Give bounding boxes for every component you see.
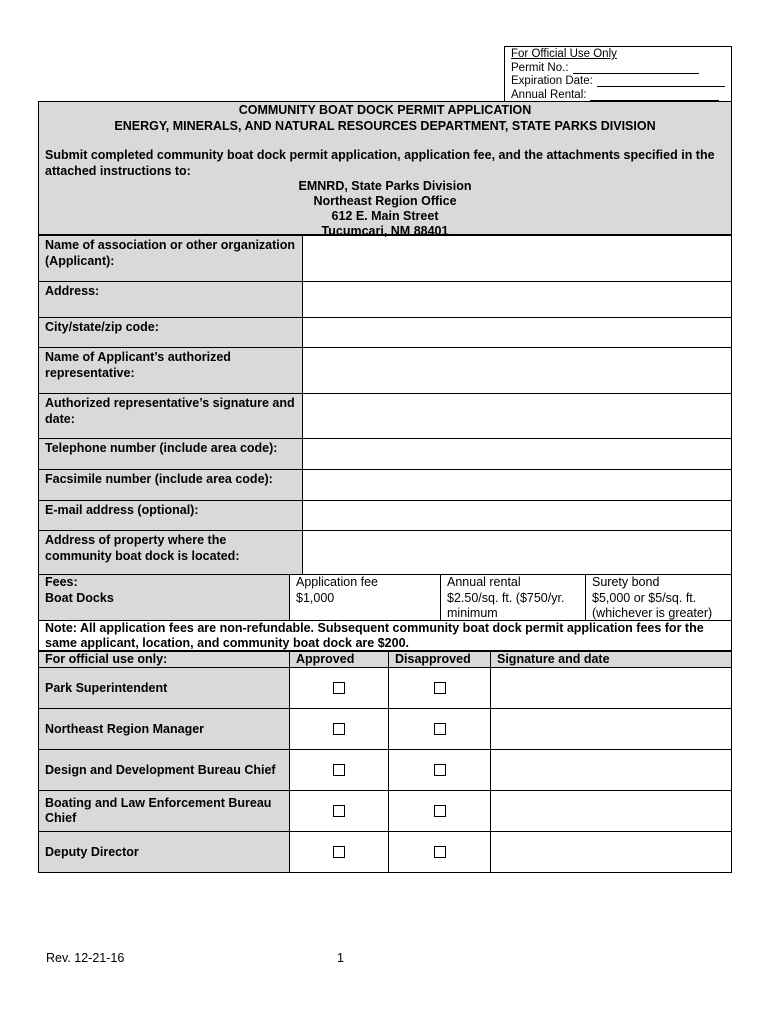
official-use-table — [38, 651, 732, 873]
application-fee-label: Application fee — [296, 575, 379, 589]
approved-header: Approved — [290, 652, 389, 668]
signature-header: Signature and date — [491, 652, 732, 668]
representative-name-input[interactable] — [303, 348, 732, 394]
annual-rental-cell — [441, 575, 586, 620]
mailing-address-line: Northeast Region Office — [313, 194, 457, 208]
approved-cell — [290, 750, 389, 791]
field-label: Authorized representative’s signature and date: — [39, 394, 303, 439]
annual-rental-label: Annual Rental: — [511, 88, 587, 101]
expiration-date-label: Expiration Date: — [511, 75, 593, 87]
role-park-superintendent: Park Superintendent — [39, 668, 290, 709]
signature-date-field[interactable] — [491, 832, 732, 873]
disapproved-checkbox[interactable] — [434, 764, 446, 776]
official-use-header: For official use only: — [39, 652, 290, 668]
approved-cell — [290, 668, 389, 709]
application-fee-value: $1,000 — [296, 590, 335, 605]
disapproved-cell — [389, 668, 491, 709]
mailing-address-line: EMNRD, State Parks Division — [298, 179, 472, 193]
applicant-name-input[interactable] — [303, 236, 732, 282]
disapproved-checkbox[interactable] — [434, 805, 446, 817]
expiration-date-field[interactable] — [597, 75, 725, 87]
form-header — [38, 101, 732, 238]
fees-section — [38, 574, 732, 621]
boat-docks-label: Boat Docks — [45, 590, 114, 605]
approved-cell — [290, 709, 389, 750]
field-label: Name of Applicant’s authorized representative: — [39, 348, 303, 394]
annual-rental-fee-label: Annual rental — [447, 575, 521, 589]
revision-date: Rev. 12-21-16 — [46, 951, 125, 965]
field-label: Telephone number (include area code): — [39, 439, 303, 470]
fees-label: Fees: — [45, 575, 78, 589]
application-fee-cell — [290, 575, 441, 620]
approved-checkbox[interactable] — [333, 682, 345, 694]
role-design-development-chief: Design and Development Bureau Chief — [39, 750, 290, 791]
fees-label-cell — [39, 575, 290, 620]
disapproved-cell — [389, 709, 491, 750]
role-boating-law-enforcement-chief: Boating and Law Enforcement Bureau Chief — [39, 791, 290, 832]
disapproved-checkbox[interactable] — [434, 846, 446, 858]
field-label: Address: — [39, 282, 303, 318]
annual-rental-field[interactable] — [590, 89, 719, 101]
surety-bond-cell — [586, 575, 731, 620]
signature-date-field[interactable] — [491, 709, 732, 750]
field-label: E-mail address (optional): — [39, 501, 303, 531]
disapproved-cell — [389, 750, 491, 791]
approved-cell — [290, 832, 389, 873]
surety-bond-value: $5,000 or $5/sq. ft. (whichever is greater) — [592, 590, 713, 620]
submission-instructions: Submit completed community boat dock permit application, application fee, and the attachments specified in the attached instructions to: — [45, 148, 715, 178]
disapproved-checkbox[interactable] — [434, 723, 446, 735]
field-label: Address of property where the community boat dock is located: — [39, 531, 303, 575]
signature-date-field[interactable] — [491, 750, 732, 791]
telephone-input[interactable] — [303, 439, 732, 470]
mailing-address-line: Tucumcari, NM 88401 — [321, 224, 449, 238]
disapproved-cell — [389, 832, 491, 873]
fee-note: Note: All application fees are non-refundable. Subsequent community boat dock permit application fees for the same applicant, location, and community boat dock are $200. — [38, 621, 732, 651]
representative-signature-input[interactable] — [303, 394, 732, 439]
address-input[interactable] — [303, 282, 732, 318]
form-title: COMMUNITY BOAT DOCK PERMIT APPLICATION — [238, 103, 532, 117]
permit-no-field[interactable] — [573, 62, 699, 74]
property-address-input[interactable] — [303, 531, 732, 575]
city-state-zip-input[interactable] — [303, 318, 732, 348]
role-deputy-director: Deputy Director — [39, 832, 290, 873]
official-use-heading: For Official Use Only — [511, 48, 617, 60]
signature-date-field[interactable] — [491, 791, 732, 832]
facsimile-input[interactable] — [303, 470, 732, 501]
permit-no-label: Permit No.: — [511, 61, 569, 74]
approved-cell — [290, 791, 389, 832]
approved-checkbox[interactable] — [333, 723, 345, 735]
surety-bond-label: Surety bond — [592, 575, 660, 589]
approved-checkbox[interactable] — [333, 764, 345, 776]
email-input[interactable] — [303, 501, 732, 531]
signature-date-field[interactable] — [491, 668, 732, 709]
disapproved-header: Disapproved — [389, 652, 491, 668]
annual-rental-fee-value: $2.50/sq. ft. ($750/yr. minimum — [447, 590, 565, 620]
mailing-address-line: 612 E. Main Street — [331, 209, 439, 223]
department-title: ENERGY, MINERALS, AND NATURAL RESOURCES DEPARTMENT, STATE PARKS DIVISION — [114, 119, 656, 133]
role-northeast-region-manager: Northeast Region Manager — [39, 709, 290, 750]
official-use-box — [504, 46, 732, 102]
disapproved-checkbox[interactable] — [434, 682, 446, 694]
field-label: City/state/zip code: — [39, 318, 303, 348]
approved-checkbox[interactable] — [333, 805, 345, 817]
applicant-fields-table — [38, 235, 732, 575]
field-label: Name of association or other organization (Applicant): — [39, 236, 303, 282]
field-label: Facsimile number (include area code): — [39, 470, 303, 501]
approved-checkbox[interactable] — [333, 846, 345, 858]
disapproved-cell — [389, 791, 491, 832]
page-number: 1 — [337, 951, 344, 965]
